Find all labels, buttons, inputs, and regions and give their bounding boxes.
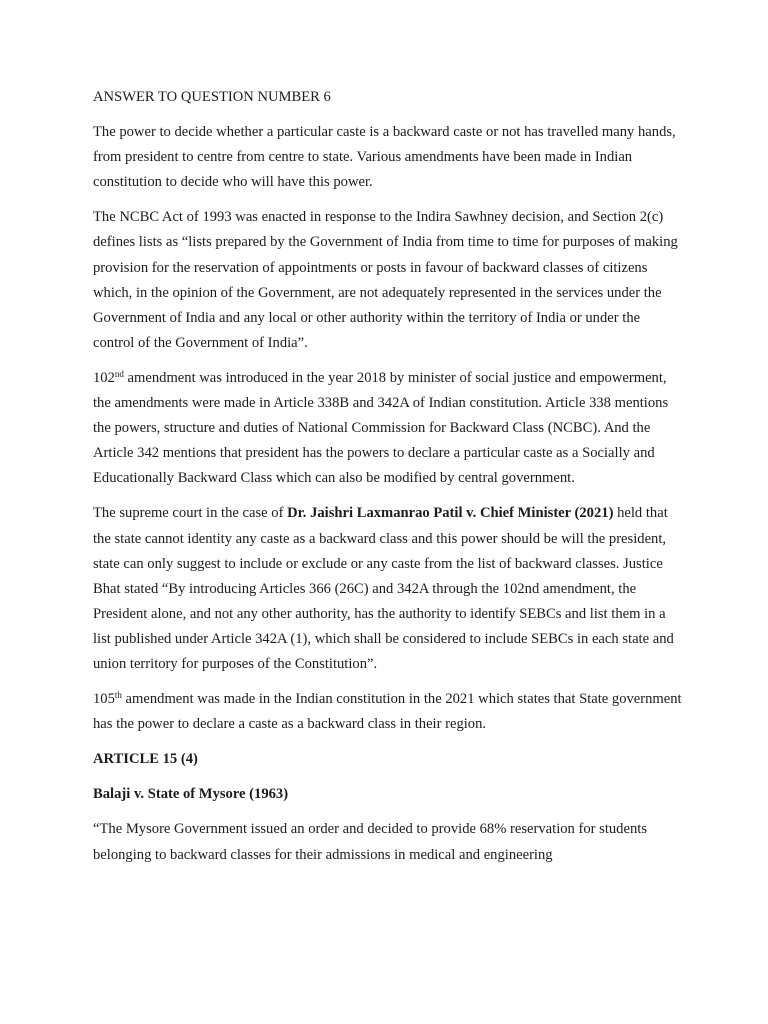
case-name: Dr. Jaishri Laxmanrao Patil v. Chief Minister (2021)	[287, 505, 614, 522]
amendment-number: 102	[93, 369, 115, 386]
paragraph-lead: The supreme court in the case of	[93, 505, 288, 522]
amendment-number: 105	[93, 691, 115, 708]
paragraph-text: held that the state cannot identity any caste as a backward class and this power should be will the president, state can only suggest to include or exclude or any caste from the list of backward classes. Justice Bhat stated “By introducing Articles 366 (26C) and 342A through the 102nd amendment, the President alone, and not any other authority, has the authority to identify SEBCs and list them in a list published under Article 342A (1), which shall be considered to include SEBCs in each state and union territory for purposes of the Constitution”.	[93, 505, 674, 672]
ordinal-suffix: th	[114, 690, 122, 701]
paragraph-text: amendment was introduced in the year 2018 by minister of social justice and empowerment, the amendments were made in Article 338B and 342A of Indian constitution. Article 338 mentions the powers, structure and duties of National Commission for Backward Class (NCBC). And the Article 342 mentions that president has the powers to declare a particular caste as a Socially and Educationally Backward Class which can also be modified by central government.	[93, 369, 669, 487]
answer-heading: ANSWER TO QUESTION NUMBER 6	[93, 89, 331, 105]
paragraph-105th-amendment	[93, 687, 683, 737]
case-heading: Balaji v. State of Mysore (1963)	[93, 786, 289, 803]
paragraph-intro: The power to decide whether a particular caste is a backward caste or not has travelled many hands, from president to centre from centre to state. Various amendments have been made in Indian constitution to decide who will have this power.	[93, 124, 676, 191]
paragraph-102nd-amendment	[93, 366, 683, 491]
paragraph-supreme-court	[93, 501, 683, 677]
document-page	[93, 85, 683, 878]
article-heading: ARTICLE 15 (4)	[93, 751, 198, 768]
ordinal-suffix: nd	[114, 369, 124, 379]
paragraph-ncbc-act: The NCBC Act of 1993 was enacted in response to the Indira Sawhney decision, and Section 2(c) defines lists as “lists prepared by the Government of India from time to time for purposes of making provision for the reservation of appointments or posts in favour of backward classes of citizens which, in the opinion of the Government, are not adequately represented in the services under the Government of India and any local or other authority within the territory of India or under the control of the Government of India”.	[93, 209, 678, 351]
paragraph-mysore-order: “The Mysore Government issued an order and decided to provide 68% reservation for students belonging to backward classes for their admissions in medical and engineering	[93, 821, 647, 863]
paragraph-text: amendment was made in the Indian constitution in the 2021 which states that State government has the power to declare a caste as a backward class in their region.	[93, 691, 682, 733]
